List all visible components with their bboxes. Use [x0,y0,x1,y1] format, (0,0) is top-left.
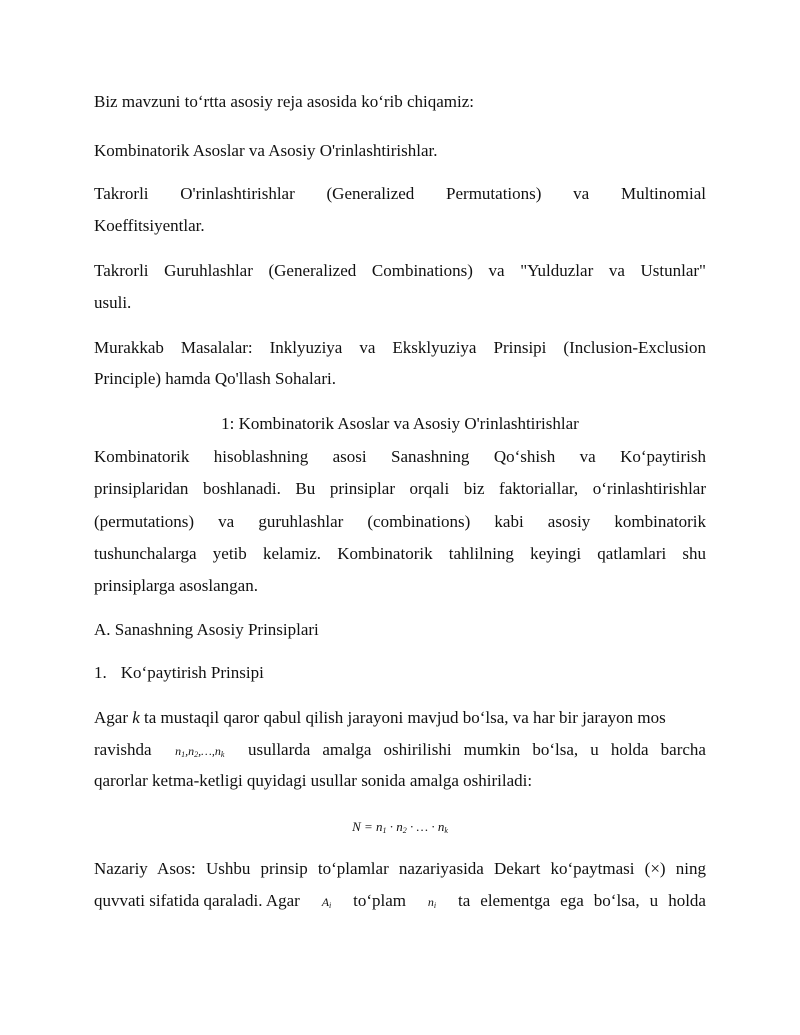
list-number: 1. [94,663,107,682]
list-item-title: Ko‘paytirish Prinsipi [120,663,264,682]
para3-text: to‘plam [353,891,407,910]
para3-line-2 [94,891,706,911]
formula-main: $N = n_1 \cdot n_2$ · … · $n_k$ [352,819,448,835]
para2-text: ravishda [94,740,152,759]
section-title: 1: Kombinatorik Asoslar va Asosiy O'rinlashtirishlar [221,414,579,433]
variable-Ai: $A_i$ [321,895,332,910]
para2-text: usullarda amalga oshirilishi mumkin bo‘lsa, u holda barcha [247,740,706,759]
para1-line-1: Kombinatorik hisoblashning asosi Sanashning Qo‘shish va Ko‘paytirish [94,447,706,466]
list-item-1 [94,663,706,683]
plan-item-2-line-2: Koeffitsiyentlar. [94,216,205,235]
formula-sequence: $n_1,n_2,\dots,n_k$ [175,744,225,759]
para3-text: ta elementga ega bo‘lsa, u holda [457,891,706,910]
para1-line-2: prinsiplaridan boshlanadi. Bu prinsiplar orqali biz faktoriallar, o‘rinlashtirishlar [94,479,706,498]
para2-text: Agar [94,708,133,727]
plan-item-4-line-1: Murakkab Masalalar: Inklyuziya va Eksklyuziya Prinsipi (Inclusion-Exclusion [94,338,706,357]
plan-item-4-line-2: Principle) hamda Qo'llash Sohalari. [94,369,336,388]
para1-line-4: tushunchalarga yetib kelamiz. Kombinatorik tahlilning keyingi qatlamlari shu [94,544,706,563]
para3-line-1: Nazariy Asos: Ushbu prinsip to‘plamlar nazariyasida Dekart ko‘paytmasi (×) ning [94,859,706,878]
para2-line-1 [94,708,706,728]
para2-line-2 [94,740,706,760]
para1-line-3: (permutations) va guruhlashlar (combinations) kabi asosiy kombinatorik [94,512,706,531]
intro-text: Biz mavzuni to‘rtta asosiy reja asosida ko‘rib chiqamiz: [94,92,475,111]
plan-item-2-line-1: Takrorli O'rinlashtirishlar (Generalized Permutations) va Multinomial [94,184,706,203]
para2-text: ta mustaqil qaror qabul qilish jarayoni mavjud bo‘lsa, va har bir jarayon mos [139,708,666,727]
plan-item-3-line-2: usuli. [94,293,132,312]
variable-k: k [132,708,140,727]
variable-ni: $n_i$ [427,895,437,910]
para2-line-3: qarorlar ketma-ketligi quyidagi usullar sonida amalga oshiriladi: [94,771,533,790]
para1-line-5: prinsiplarga asoslangan. [94,576,258,595]
subsection-a-heading: A. Sanashning Asosiy Prinsiplari [94,620,319,639]
plan-item-3-line-1: Takrorli Guruhlashlar (Generalized Combinations) va "Yulduzlar va Ustunlar" [94,261,706,280]
plan-item-1: Kombinatorik Asoslar va Asosiy O'rinlashtirishlar. [94,141,438,160]
para3-text: quvvati sifatida qaraladi. Agar [94,891,300,910]
